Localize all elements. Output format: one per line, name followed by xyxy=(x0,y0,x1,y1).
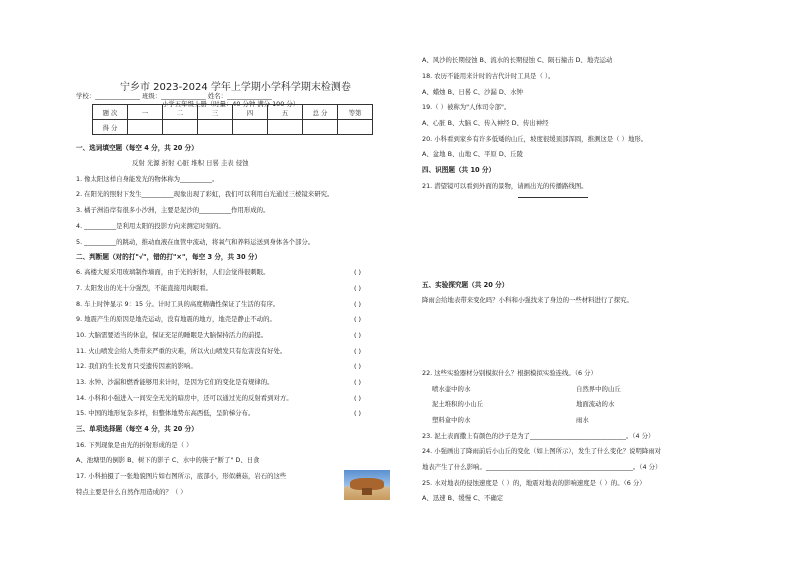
mushroom-rock-photo xyxy=(344,470,390,500)
match-right-2[interactable]: 雨水 xyxy=(576,416,589,424)
section-4-title: 四、识图题（共 10 分） xyxy=(422,166,496,174)
question-4: 4. __________是利用太阳的投影方向来测定时刻的。 xyxy=(76,222,225,230)
match-right-0[interactable]: 自然界中的山丘 xyxy=(576,385,621,393)
score-header-3: 三 xyxy=(198,105,233,120)
answer-paren-12[interactable]: ( ) xyxy=(354,362,362,370)
question-17-options: A、风沙的长期侵蚀 B、流水的长期侵蚀 C、陨石撞击 D、地壳运动 xyxy=(422,56,613,64)
match-left-1[interactable]: 泥土堆积的小山丘 xyxy=(432,400,484,408)
question-2: 2. 在阳光的照射下发生__________现象出现了彩虹，我们可以利用白光通过三棱镜来研究。 xyxy=(76,190,334,198)
match-left-2[interactable]: 塑料盒中的水 xyxy=(432,416,471,424)
answer-paren-9[interactable]: ( ) xyxy=(354,315,362,323)
score-header-5: 五 xyxy=(268,105,303,120)
question-23: 23. 泥土表面撒上有颜色的沙子是为了______________________________。（4 分） xyxy=(422,432,655,440)
question-7: 7. 太阳发出的光十分强烈，不能直接用肉眼看。 xyxy=(76,284,212,292)
score-cell[interactable] xyxy=(233,120,268,135)
score-header-1: 一 xyxy=(128,105,163,120)
answer-paren-6[interactable]: ( ) xyxy=(354,268,362,276)
question-19: 19.（ ）被称为"人体司令部"。 xyxy=(422,103,511,111)
answer-paren-15[interactable]: ( ) xyxy=(354,409,362,417)
answer-paren-13[interactable]: ( ) xyxy=(354,378,362,386)
answer-paren-11[interactable]: ( ) xyxy=(354,347,362,355)
question-16-options: A、池塘里的倒影 B、树下的影子 C、水中的筷子"断了" D、日食 xyxy=(76,456,260,464)
section-5-title: 五、实验探究题（共 20 分） xyxy=(422,281,509,289)
question-3: 3. 橘子洲沿岸有很多小沙洲，主要是泥沙的__________作用形成的。 xyxy=(76,206,270,214)
question-22: 22. 这些实验器材分别模拟什么？根据模拟实验连线。（6 分） xyxy=(422,369,597,377)
score-header-2: 二 xyxy=(163,105,198,120)
question-16: 16. 下列现象是由光的折射形成的是（ ） xyxy=(76,441,193,449)
drawing-line xyxy=(518,197,588,198)
match-left-0[interactable]: 喷水壶中的水 xyxy=(432,385,471,393)
question-8: 8. 车上时钟显示 9：15 分。计时工具的高度精确性保证了生活的有序。 xyxy=(76,300,280,308)
section-2-title: 二、判断题（对的打"√"，错的打"×"，每空 3 分，共 30 分） xyxy=(76,253,262,261)
question-18-options: A、蜡烛 B、日晷 C、沙漏 D、水钟 xyxy=(422,88,523,96)
score-header-4: 四 xyxy=(233,105,268,120)
score-cell[interactable] xyxy=(338,120,373,135)
answer-paren-14[interactable]: ( ) xyxy=(354,394,362,402)
section-1-title: 一、选词填空题（每空 4 分，共 20 分） xyxy=(76,144,198,152)
score-table xyxy=(92,104,373,135)
question-17-line2: 特点主要是什么自然作用造成的？（ ） xyxy=(76,488,187,496)
question-19-options: A、心脏 B、大脑 C、传入神经 D、传出神经 xyxy=(422,119,549,127)
score-cell[interactable] xyxy=(303,120,338,135)
question-20-options: A、盆地 B、山地 C、平原 D、丘陵 xyxy=(422,150,523,158)
question-18: 18. 农历不能用来计时的古代计时工具是（ ）。 xyxy=(422,72,555,80)
score-header-6: 总 分 xyxy=(303,105,338,120)
score-header-0: 题 次 xyxy=(93,105,128,120)
score-row-label: 得 分 xyxy=(93,120,128,135)
question-14: 14. 小科和小强进入一间安全无光的暗房中，还可以通过光的反射看到对方。 xyxy=(76,394,293,402)
question-25: 25. 水对地表的侵蚀速度是（ ）的，地震对地表的影响速度是（ ）的。（6 分） xyxy=(422,479,646,487)
question-12: 12. 我们的生长发育只受遗传因素的影响。 xyxy=(76,362,197,370)
word-bank: 反射 光源 折射 心脏 堆积 日晷 圭表 侵蚀 xyxy=(132,159,249,167)
answer-paren-8[interactable]: ( ) xyxy=(354,300,362,308)
student-info-fields: 学校：______________ 班级：______________ 姓名：______________ xyxy=(76,92,272,100)
section-3-title: 三、单项选择题（每空 4 分，共 20 分） xyxy=(76,425,198,433)
question-9: 9. 地震产生的原因是地壳运动，没有地震的地方，地壳是静止不动的。 xyxy=(76,315,276,323)
question-1: 1. 像太阳这样自身能发光的物体称为__________。 xyxy=(76,175,219,183)
question-20: 20. 小科看到家乡有许多低矮的山丘，坡度很缓顶部浑圆，推测这是（ ）地形。 xyxy=(422,135,648,143)
question-5: 5. __________的跳动，推动血液在血管中流动，将氧气和养料运送到身体各个部分。 xyxy=(76,238,315,246)
question-15: 15. 中国的地形复杂多样，但整体地势东高西低，呈阶梯分布。 xyxy=(76,409,255,417)
question-6: 6. 高楼大厦采用玻璃制作墙面，由于光的折射，人们会觉得很刺眼。 xyxy=(76,268,270,276)
score-cell[interactable] xyxy=(128,120,163,135)
question-21: 21. 潜望镜可以看到外面的景物，请画出光的传播路线图。 xyxy=(422,182,588,190)
question-24-line2: 地表产生了什么影响。______________________________________________。（4 分） xyxy=(422,463,662,471)
question-13: 13. 水钟、沙漏和燃香能够用来计时，是因为它们的变化是有规律的。 xyxy=(76,378,274,386)
score-cell[interactable] xyxy=(268,120,303,135)
score-cell[interactable] xyxy=(163,120,198,135)
match-right-1[interactable]: 地面流动的水 xyxy=(576,400,615,408)
answer-paren-10[interactable]: ( ) xyxy=(354,331,362,339)
question-10: 10. 大脑需要适当的休息，保证充足的睡眠是大脑保持活力的前提。 xyxy=(76,331,268,339)
score-cell[interactable] xyxy=(198,120,233,135)
question-11: 11. 火山喷发会给人类带来严重的灾难，所以火山喷发只有危害没有好处。 xyxy=(76,347,287,355)
answer-paren-7[interactable]: ( ) xyxy=(354,284,362,292)
page-title: 宁乡市 2023-2024 学年上学期小学科学期末检测卷 xyxy=(120,82,351,93)
question-25-options: A、迅速 B、缓慢 C、不确定 xyxy=(422,494,504,502)
subtitle: 小学五年级上册（时量：40 分钟 满分 100 分） xyxy=(162,100,300,108)
question-17-line1: 17. 小科拍摄了一张地貌图片如右图所示，底部小，形似蘑菇，岩石的这些 xyxy=(76,472,287,480)
question-24-line1: 24. 小强画出了降雨前后小山丘的变化（如上图所示），发生了什么变化？说明降雨对 xyxy=(422,447,662,455)
score-header-7: 等第 xyxy=(338,105,373,120)
section-5-intro: 降雨会给地表带来变化吗？小科和小强找来了身边的一些材料进行了探究。 xyxy=(422,296,633,304)
